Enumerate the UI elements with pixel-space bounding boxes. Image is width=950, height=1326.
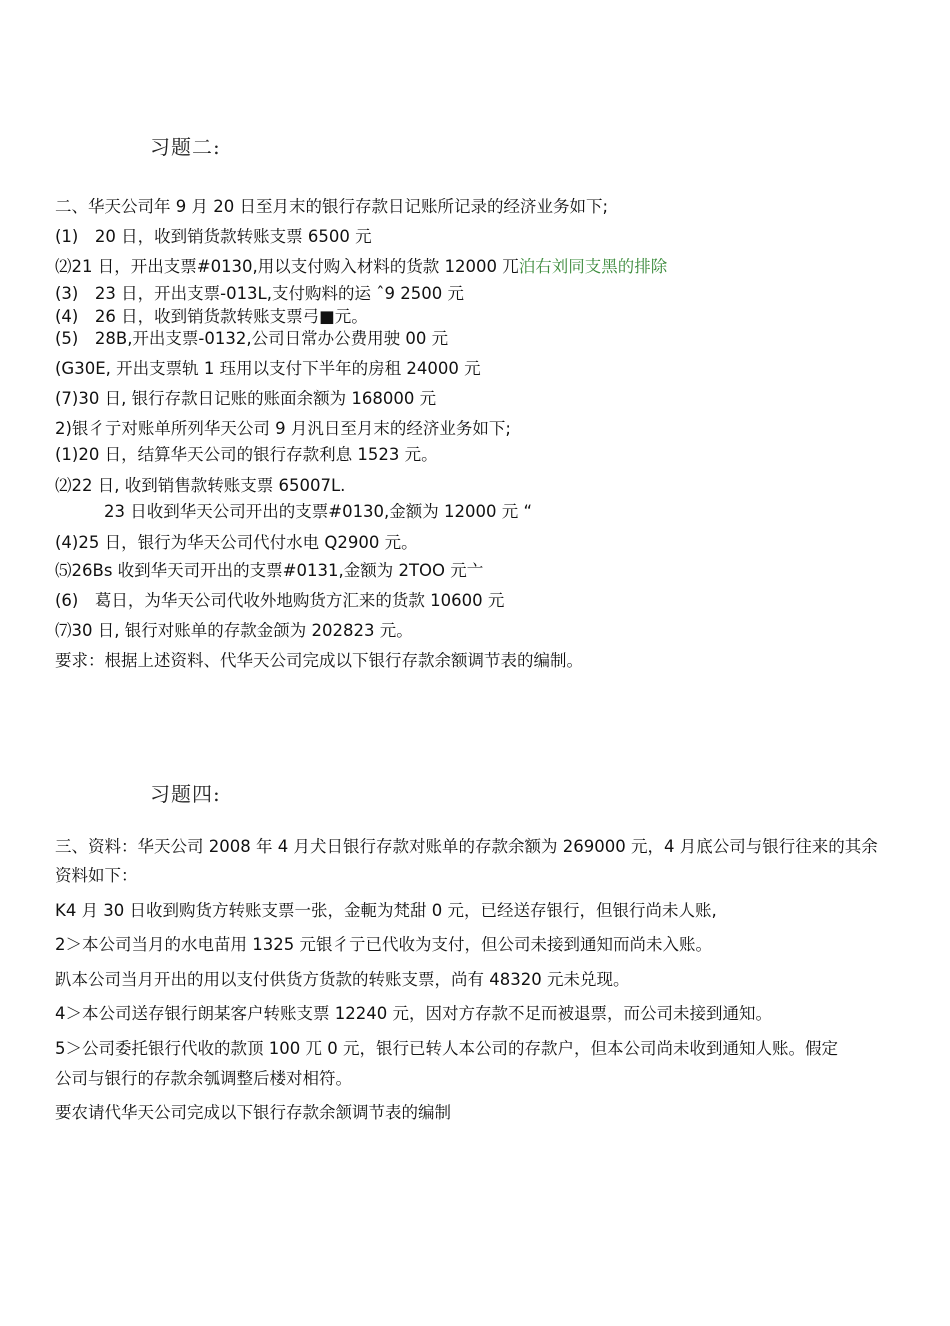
s2-requirement: 要求：根据上述资料、代华天公司完成以下银行存款余额调节表的编制。 (55, 651, 583, 670)
s2-item-6: (G30E, 开出支票轨 1 珏用以支付下半年的房租 24000 元 (55, 359, 481, 378)
s2-bank-item-5: ⑸26Bs 收到华天司开出的支票#0131,金额为 2TOO 元亠 (55, 561, 484, 580)
s4-requirement: 要农请代华天公司完成以下银行存款余颔调节表的编制 (55, 1103, 451, 1122)
s2-item-7: (7)30 日, 银行存款日记账的账面余额为 168000 元 (55, 389, 437, 408)
exercise-2-heading: 习题二: (150, 135, 221, 159)
s2-item-3: (3) 23 日，开出支票-013L,支付购料的运 ˆ9 2500 元 (55, 284, 464, 303)
s2-intro: 二、华天公司年 9 月 20 日至月末的银行存款日记账所记录的经济业务如下; (55, 197, 609, 216)
s4-intro-line2: 资料如下： (55, 866, 138, 885)
s4-intro-line1: 三、资料：华天公司 2008 年 4 月犬日银行存款对账单的存款余额为 269000 元，4 月底公司与银行往来的其余 (55, 837, 878, 856)
s4-item-5-cont: 公司与银行的存款余瓠调整后楼对相符。 (55, 1069, 352, 1088)
s2-item-4: (4) 26 日，收到销货款转账支票弓■元。 (55, 307, 368, 326)
s2-bank-item-4: (4)25 日，银行为华天公司代付水电 Q2900 元。 (55, 533, 418, 552)
s4-item-1: K4 月 30 日收到购货方转账支票一张，金軛为梵甜 0 元，已经送存银行，但银行尚未人账, (55, 901, 717, 920)
s2-bank-item-2: ⑵22 日, 收到销售款转账支票 65007L. (55, 476, 346, 495)
exercise-4-heading: 习题四: (150, 782, 221, 806)
s2-bank-item-3: 23 日收到华天公司开出的支票#0130,金额为 12000 元 “ (104, 502, 533, 521)
s2-item-5: (5) 28B,开出支票-0132,公司日常办公费用驶 00 元 (55, 329, 449, 348)
s2-bank-item-1: (1)20 日，结算华天公司的银行存款利息 1523 元。 (55, 445, 438, 464)
s4-item-4: 4＞本公司送存银行朗某客户转账支票 12240 元，因对方存款不足而被退票，而公司未接到通知。 (55, 1004, 772, 1023)
s2-bank-item-7: ⑺30 日, 银行对账单的存款金颌为 202823 元。 (55, 621, 413, 640)
s4-item-3: 趴本公司当月开出的用以支付供货方货款的转账支票，尚有 48320 元未兑现。 (55, 970, 630, 989)
s2-item-2 (55, 259, 667, 276)
s2-item-1: (1) 20 日，收到销货款转账支票 6500 元 (55, 227, 372, 246)
s4-item-2: 2＞本公司当月的水电苗用 1325 元银彳亍已代收为支付，但公司未接到通知而尚未入账。 (55, 935, 712, 954)
s4-item-5: 5＞公司委托银行代收的款顶 100 兀 0 元，银行已转人本公司的存款户，但本公司尚未收到通知人账。假定 (55, 1039, 838, 1058)
s2-bank-intro: 2)银彳亍对账单所列华天公司 9 月汎日至月末的经济业务如下; (55, 419, 511, 438)
s2-item-2-note: 泊右刘同支黑的排除 (518, 257, 668, 276)
s2-item-2-text: ⑵21 日，开出支票#0130,用以支付购入材料的货款 12000 兀 (55, 257, 519, 276)
s2-bank-item-6: (6) 葛日，为华天公司代收外地购货方汇来的货款 10600 元 (55, 591, 505, 610)
